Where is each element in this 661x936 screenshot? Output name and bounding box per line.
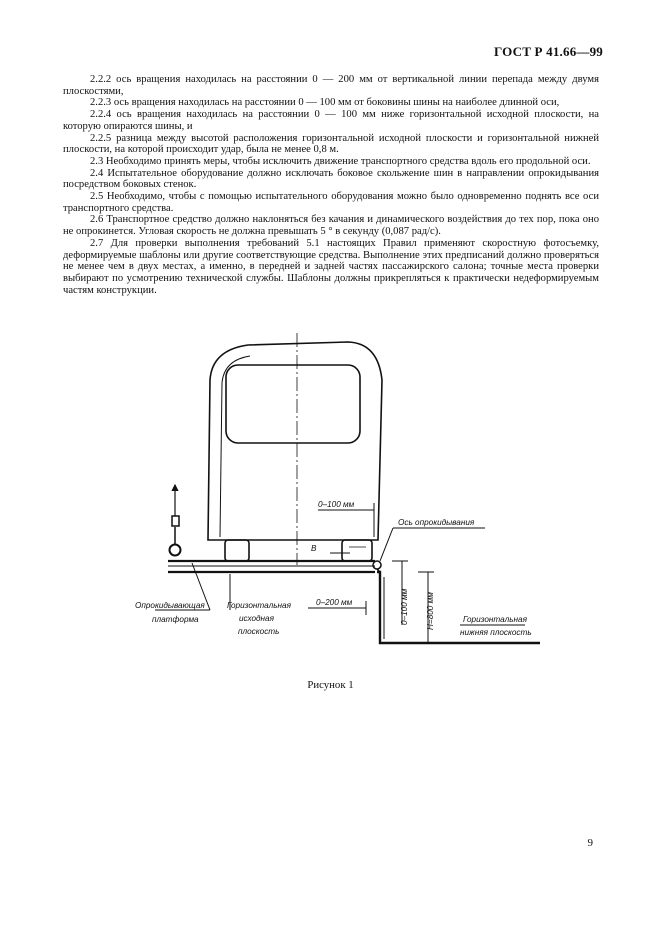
right-wheel: [342, 540, 372, 561]
lift-pivot: [170, 545, 181, 556]
paragraph-2-5: 2.5 Необходимо, чтобы с помощью испытательного оборудования можно было одновременно поднять все оси транспортного средства.: [63, 191, 599, 214]
document-code: ГОСТ Р 41.66—99: [494, 44, 603, 59]
figure-1: [130, 325, 550, 655]
label-b: В: [311, 544, 317, 553]
label-lower-plane-line1: Горизонтальная: [463, 615, 527, 624]
label-lower-plane-line2: нижняя плоскость: [460, 628, 532, 637]
label-platform-line2: платформа: [152, 615, 199, 624]
paragraph-2-2-3: 2.2.3 ось вращения находилась на расстоянии 0 — 100 мм от боковины шины на наиболее длинной оси,: [90, 97, 560, 109]
vehicle-body-inner-edge: [220, 356, 250, 537]
tilt-test-diagram: [130, 325, 550, 655]
body-text: [63, 74, 599, 296]
paragraph-2-2-2: 2.2.2 ось вращения находилась на расстоянии 0 — 200 мм от вертикальной линии перепада между двумя плоскостями,: [63, 74, 599, 97]
vehicle-rear-window: [226, 365, 360, 443]
paragraph-2-2-4: 2.2.4 ось вращения находилась на расстоянии 0 — 100 мм ниже горизонтальной исходной плоскости, на которую опираются шины, и: [63, 109, 599, 132]
paragraph-2-4: 2.4 Испытательное оборудование должно исключать боковое скольжение шин в направлении опрокидывания посредством боковых стенок.: [63, 167, 599, 191]
label-dim-0-200: 0–200 мм: [316, 598, 353, 607]
label-h-800: H=800 мм: [426, 592, 435, 630]
label-tilt-axis: Ось опрокидывания: [398, 518, 475, 527]
left-wheel: [225, 540, 249, 561]
label-ref-plane-line2: исходная: [239, 614, 274, 623]
tilt-axis-pivot: [373, 561, 381, 569]
paragraph-2-2-5: 2.2.5 разница между высотой расположения горизонтальной исходной плоскости и горизонтальной нижней плоскости, на которой происходит удар, была не менее 0,8 м.: [63, 132, 599, 156]
page-number: 9: [587, 837, 593, 849]
label-ref-plane-line1: Горизонтальная: [227, 601, 291, 610]
figure-caption: Рисунок 1: [307, 679, 354, 691]
label-dim-0-100-vertical: 0–100 мм: [400, 588, 409, 625]
paragraph-2-6: 2.6 Транспортное средство должно наклоняться без качания и динамического воздействия до тех пор, пока оно не опрокинется. Угловая скорость не должна превышать 5 ° в секунду (0,087 рад/с).: [63, 214, 599, 238]
label-dim-0-100-top: 0–100 мм: [318, 500, 355, 509]
label-ref-plane-line3: плоскость: [238, 627, 280, 636]
lift-actuator: [172, 516, 179, 526]
paragraph-2-3: 2.3 Необходимо принять меры, чтобы исключить движение транспортного средства вдоль его продольной оси.: [90, 155, 591, 167]
label-platform-line1: Опрокидывающая: [135, 601, 205, 610]
paragraph-2-7: 2.7 Для проверки выполнения требований 5.1 настоящих Правил применяют скоростную фотосъемку, деформируемые шаблоны или другие соответствующие средства. Выполнение этих предписаний должно проверяться не менее чем в двух местах, а именно, в передней и задней частях пассажирского салона; точные места проверки выбирают по усмотрению технической службы. Шаблоны должны прикрепляться к практически недеформируемым частям конструкции.: [63, 237, 599, 296]
